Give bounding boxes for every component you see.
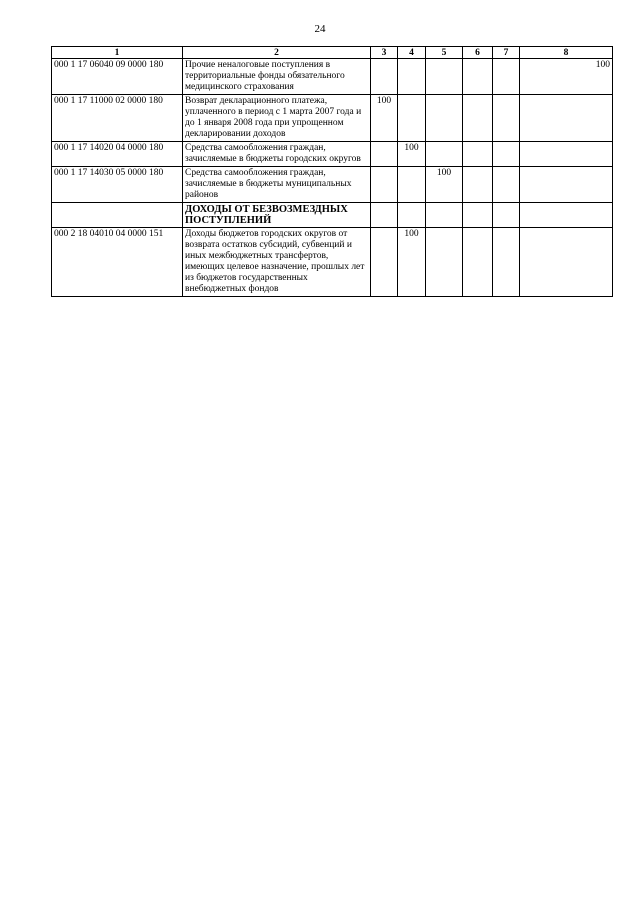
- income-name: Возврат декларационного платежа, уплаченного в период с 1 марта 2007 года и до 1 января 2008 года при упрощенном декларировании доходов: [183, 95, 371, 142]
- value-col-4: [398, 59, 426, 95]
- col-header-6: 6: [463, 47, 493, 59]
- budget-code: 000 1 17 14020 04 0000 180: [52, 142, 183, 167]
- value-col-6: [463, 203, 493, 228]
- value-col-6: [463, 59, 493, 95]
- value-col-3: [371, 59, 398, 95]
- col-header-4: 4: [398, 47, 426, 59]
- budget-code: 000 1 17 06040 09 0000 180: [52, 59, 183, 95]
- value-col-6: [463, 95, 493, 142]
- value-col-7: [493, 59, 520, 95]
- page-number: 24: [314, 23, 326, 35]
- value-col-7: [493, 95, 520, 142]
- income-name: Прочие неналоговые поступления в территориальные фонды обязательного медицинского страхования: [183, 59, 371, 95]
- value-col-7: [493, 167, 520, 203]
- col-header-1: 1: [52, 47, 183, 59]
- table-row: [52, 142, 613, 167]
- value-col-8: [520, 142, 613, 167]
- value-col-5: 100: [426, 167, 463, 203]
- col-header-2: 2: [183, 47, 371, 59]
- value-col-6: [463, 228, 493, 297]
- value-col-5: [426, 95, 463, 142]
- value-col-7: [493, 142, 520, 167]
- table-row: [52, 59, 613, 95]
- value-col-8: [520, 167, 613, 203]
- budget-code: 000 1 17 11000 02 0000 180: [52, 95, 183, 142]
- header-row: [52, 47, 613, 59]
- table-row: [52, 228, 613, 297]
- value-col-5: [426, 203, 463, 228]
- budget-code: 000 1 17 14030 05 0000 180: [52, 167, 183, 203]
- table-row: [52, 95, 613, 142]
- col-header-7: 7: [493, 47, 520, 59]
- value-col-4: 100: [398, 142, 426, 167]
- value-col-3: 100: [371, 95, 398, 142]
- value-col-8: [520, 95, 613, 142]
- col-header-3: 3: [371, 47, 398, 59]
- value-col-5: [426, 142, 463, 167]
- value-col-4: [398, 167, 426, 203]
- income-name: Доходы бюджетов городских округов от возврата остатков субсидий, субвенций и иных межбюджетных трансфертов, имеющих целевое назначение, прошлых лет из бюджетов государственных внебюджетных фондов: [183, 228, 371, 297]
- value-col-8: [520, 228, 613, 297]
- value-col-7: [493, 203, 520, 228]
- section-title: ДОХОДЫ ОТ БЕЗВОЗМЕЗДНЫХ ПОСТУПЛЕНИЙ: [183, 203, 371, 228]
- col-header-8: 8: [520, 47, 613, 59]
- value-col-5: [426, 59, 463, 95]
- col-header-5: 5: [426, 47, 463, 59]
- value-col-5: [426, 228, 463, 297]
- value-col-7: [493, 228, 520, 297]
- budget-code: [52, 203, 183, 228]
- value-col-6: [463, 167, 493, 203]
- budget-table: [51, 46, 613, 297]
- income-name: Средства самообложения граждан, зачисляемые в бюджеты муниципальных районов: [183, 167, 371, 203]
- income-name: Средства самообложения граждан, зачисляемые в бюджеты городских округов: [183, 142, 371, 167]
- value-col-4: 100: [398, 228, 426, 297]
- budget-code: 000 2 18 04010 04 0000 151: [52, 228, 183, 297]
- value-col-4: [398, 95, 426, 142]
- value-col-4: [398, 203, 426, 228]
- value-col-3: [371, 228, 398, 297]
- table-row: [52, 167, 613, 203]
- value-col-3: [371, 167, 398, 203]
- section-row: [52, 203, 613, 228]
- value-col-6: [463, 142, 493, 167]
- value-col-8: [520, 203, 613, 228]
- value-col-3: [371, 142, 398, 167]
- value-col-8: 100: [520, 59, 613, 95]
- value-col-3: [371, 203, 398, 228]
